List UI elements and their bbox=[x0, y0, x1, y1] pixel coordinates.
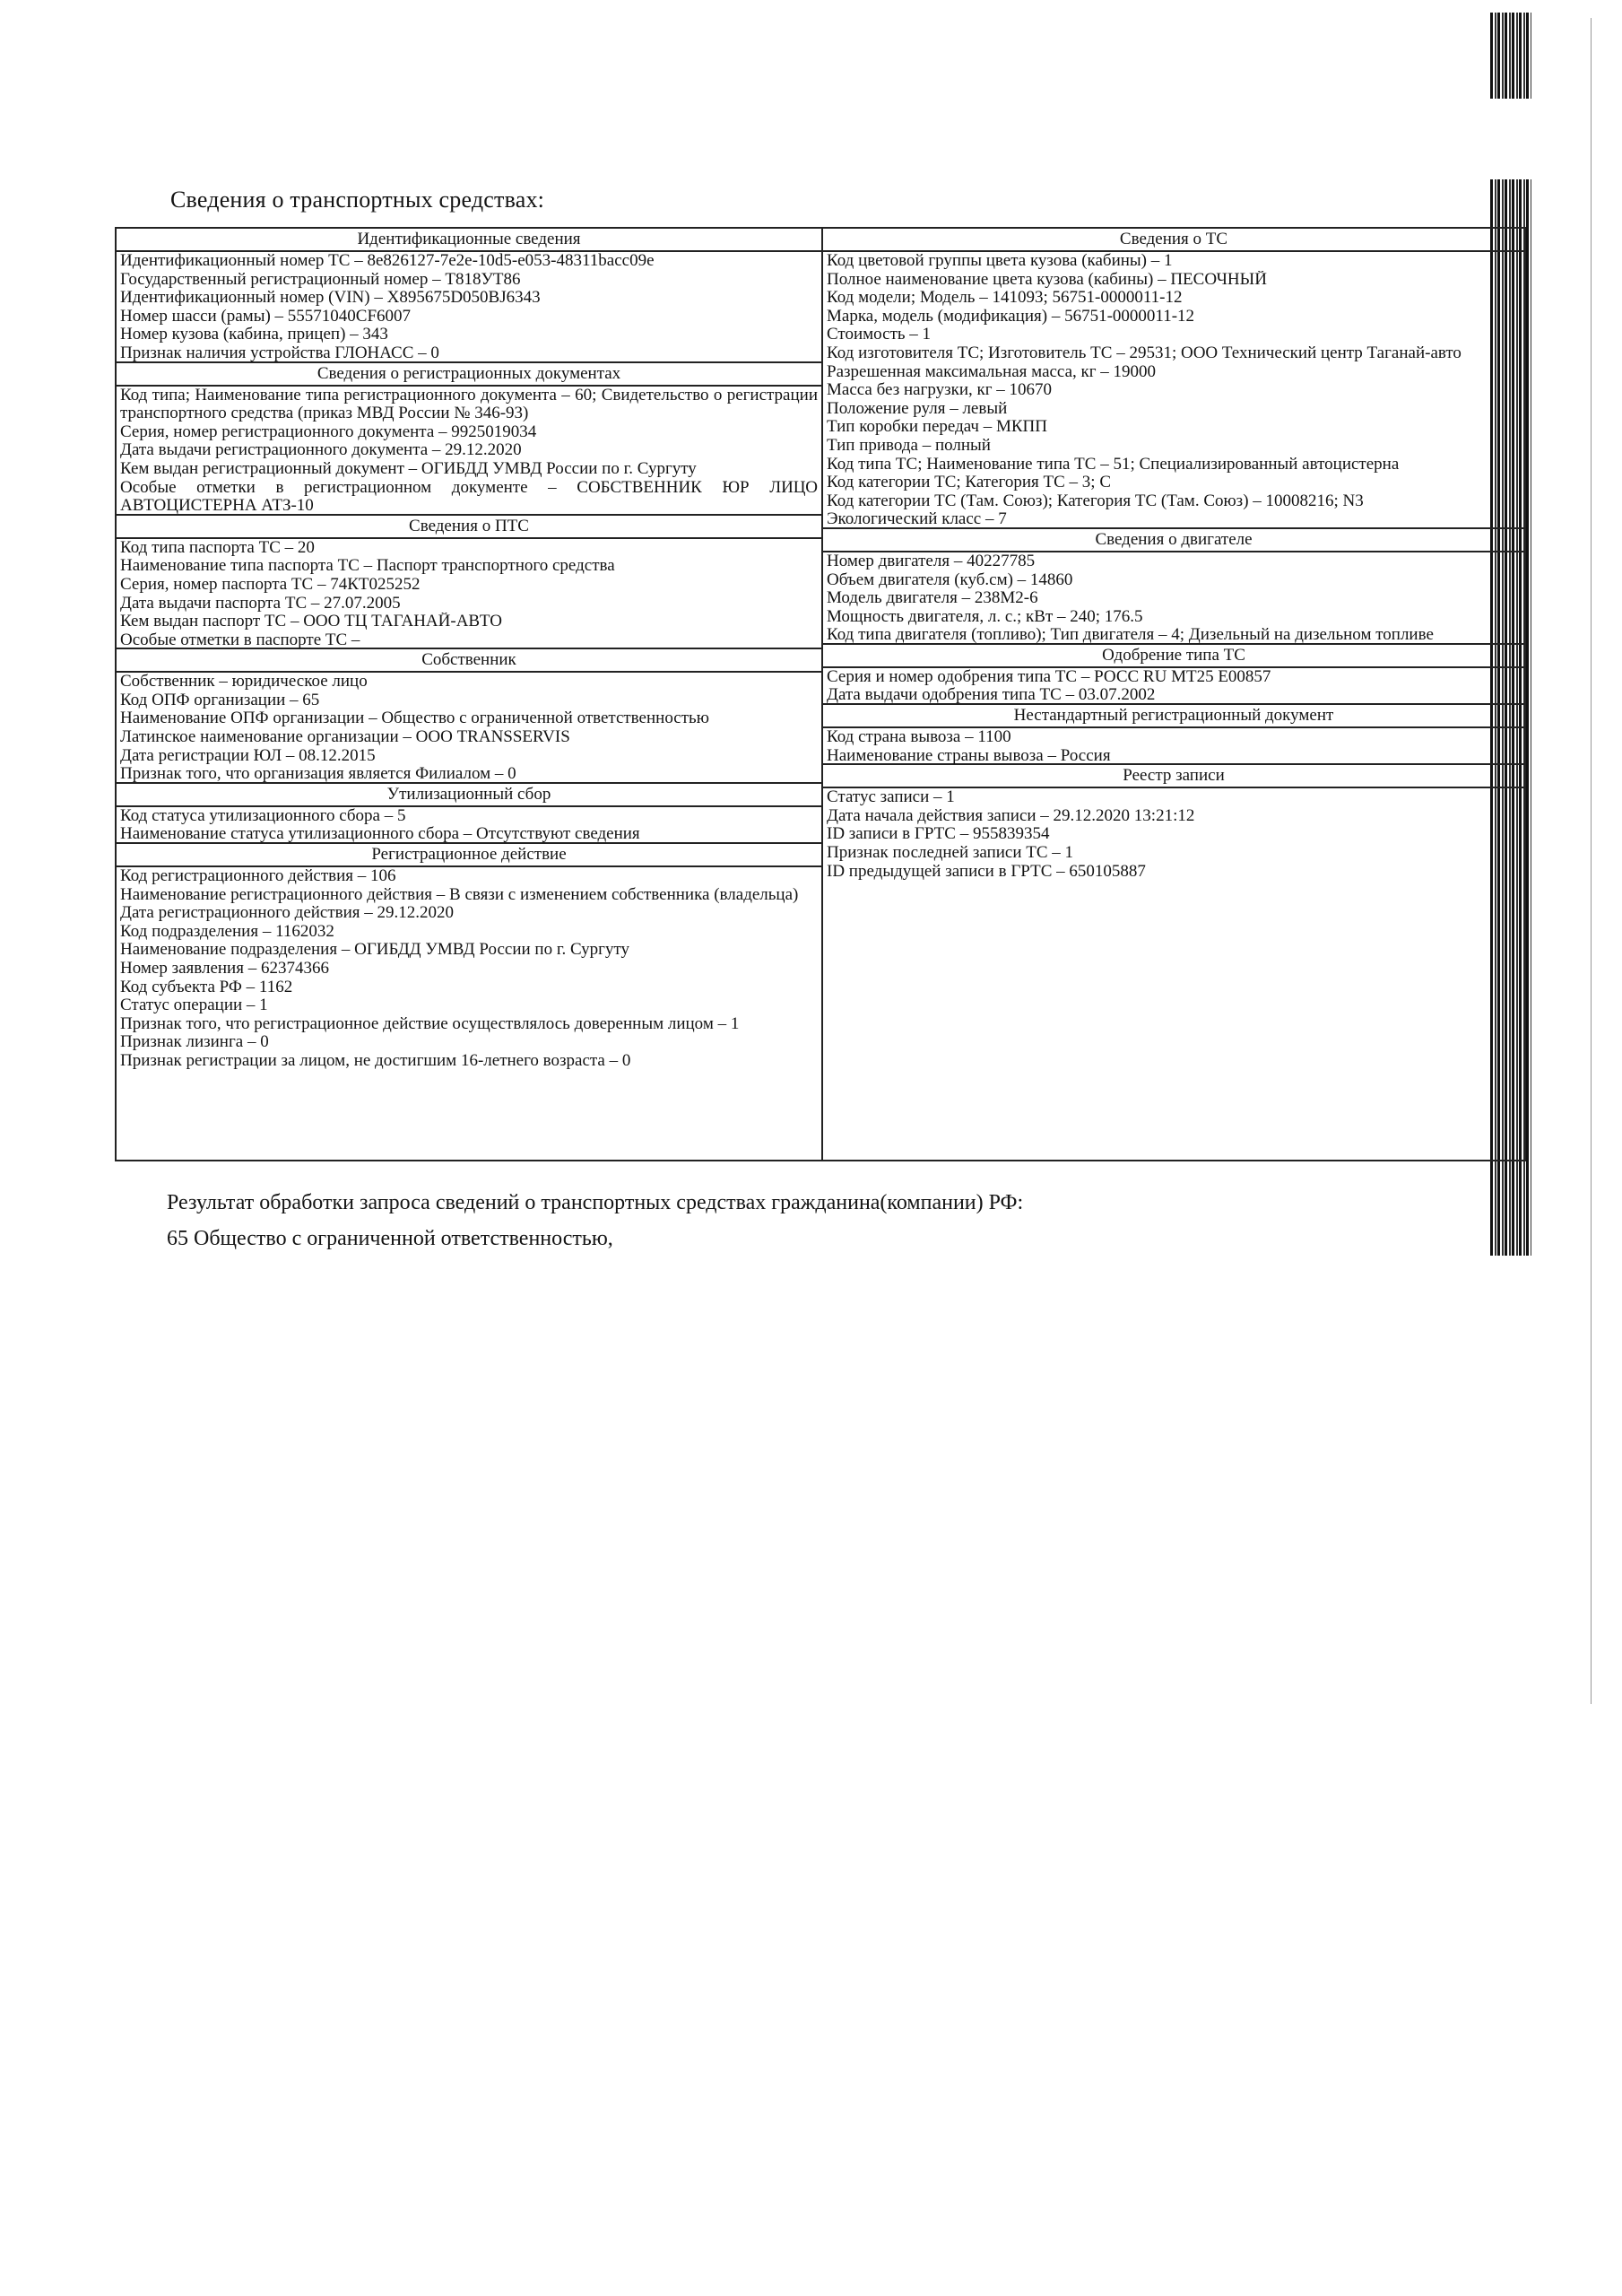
field-row: Код регистрационного действия – 106 bbox=[120, 867, 396, 886]
page-title: Сведения о транспортных средствах: bbox=[170, 187, 545, 213]
field-row: Признак лизинга – 0 bbox=[120, 1033, 269, 1052]
field-row: ID записи в ГРТС – 955839354 bbox=[827, 825, 1050, 844]
field-row: Дата регистрационного действия – 29.12.2020 bbox=[120, 904, 455, 923]
field-row: Особые отметки в регистрационном документе – СОБСТВЕННИК ЮР ЛИЦО АВТОЦИСТЕРНА АТЗ-10 bbox=[120, 478, 818, 516]
field-row: Масса без нагрузки, кг – 10670 bbox=[827, 381, 1053, 400]
field-row: Дата выдачи паспорта ТС – 27.07.2005 bbox=[120, 594, 401, 613]
vehicle-info-table bbox=[115, 227, 1526, 1161]
field-row: Собственник – юридическое лицо bbox=[120, 673, 368, 691]
field-row: Код подразделения – 1162032 bbox=[120, 922, 334, 941]
section-heading: Сведения о регистрационных документах bbox=[117, 361, 821, 387]
field-row: Признак последней записи ТС – 1 bbox=[827, 844, 1074, 863]
field-row: Дата выдачи одобрения типа ТС – 03.07.2002 bbox=[827, 686, 1156, 705]
right-column bbox=[823, 229, 1524, 1160]
section-rows bbox=[117, 539, 821, 650]
section-heading: Идентификационные сведения bbox=[117, 229, 821, 252]
field-row: Код типа двигателя (топливо); Тип двигателя – 4; Дизельный на дизельном топливе bbox=[827, 626, 1434, 645]
field-row: Серия, номер паспорта ТС – 74КТ025252 bbox=[120, 575, 421, 594]
field-row: Статус записи – 1 bbox=[827, 788, 955, 807]
section-rows bbox=[823, 668, 1524, 705]
section-rows bbox=[117, 387, 821, 516]
field-row: Номер шасси (рамы) – 55571040CF6007 bbox=[120, 307, 412, 326]
section-rows bbox=[823, 788, 1524, 881]
section-rows bbox=[823, 252, 1524, 529]
left-column bbox=[117, 229, 823, 1160]
field-row: Код категории ТС (Там. Союз); Категория ТС (Там. Союз) – 10008216; N3 bbox=[827, 491, 1364, 510]
field-row: Особые отметки в паспорте ТС – bbox=[120, 631, 360, 649]
field-row: Код типа ТС; Наименование типа ТС – 51; Специализированный автоцистерна bbox=[827, 455, 1400, 474]
field-row: Номер двигателя – 40227785 bbox=[827, 552, 1036, 570]
field-row: Марка, модель (модификация) – 56751-0000011-12 bbox=[827, 307, 1195, 326]
section-heading: Утилизационный сбор bbox=[117, 782, 821, 807]
field-row: Наименование типа паспорта ТС – Паспорт транспортного средства bbox=[120, 557, 615, 576]
section-heading: Сведения о ТС bbox=[823, 229, 1524, 252]
field-row: Наименование статуса утилизационного сбора – Отсутствуют сведения bbox=[120, 825, 640, 844]
field-row: Наименование регистрационного действия – В связи с изменением собственника (владельца) bbox=[120, 885, 799, 904]
section-rows bbox=[117, 673, 821, 784]
field-row: Признак того, что организация является Филиалом – 0 bbox=[120, 765, 516, 784]
field-row: Дата выдачи регистрационного документа – 29.12.2020 bbox=[120, 441, 522, 460]
scan-artifact-top bbox=[1490, 13, 1531, 99]
field-row: Код категории ТС; Категория ТС – 3; С bbox=[827, 474, 1111, 492]
footer-organization-line: 65 Общество с ограниченной ответственностью, bbox=[167, 1227, 613, 1250]
field-row: Код страна вывоза – 1100 bbox=[827, 728, 1011, 747]
field-row: Дата регистрации ЮЛ – 08.12.2015 bbox=[120, 746, 376, 765]
field-row: Номер заявления – 62374366 bbox=[120, 960, 329, 978]
section-heading: Нестандартный регистрационный документ bbox=[823, 703, 1524, 728]
field-row: Код изготовителя ТС; Изготовитель ТС – 29531; ООО Технический центр Таганай-авто bbox=[827, 344, 1462, 362]
field-row: Латинское наименование организации – ООО TRANSSERVIS bbox=[120, 728, 570, 747]
field-row: Кем выдан паспорт ТС – ООО ТЦ ТАГАНАЙ-АВТО bbox=[120, 613, 502, 631]
field-row: Номер кузова (кабина, прицеп) – 343 bbox=[120, 326, 388, 344]
field-row: Тип коробки передач – МКПП bbox=[827, 418, 1047, 437]
field-row: Положение руля – левый bbox=[827, 399, 1008, 418]
section-rows bbox=[117, 252, 821, 363]
field-row: Наименование подразделения – ОГИБДД УМВД России по г. Сургуту bbox=[120, 941, 630, 960]
field-row: Идентификационный номер (VIN) – X895675D050BJ6343 bbox=[120, 289, 541, 308]
section-heading: Регистрационное действие bbox=[117, 842, 821, 867]
field-row: Стоимость – 1 bbox=[827, 326, 932, 344]
field-row: Серия, номер регистрационного документа – 9925019034 bbox=[120, 422, 537, 441]
scan-edge-line bbox=[1591, 18, 1592, 1704]
field-row: Дата начала действия записи – 29.12.2020 13:21:12 bbox=[827, 806, 1195, 825]
section-heading: Реестр записи bbox=[823, 763, 1524, 788]
field-row: ID предыдущей записи в ГРТС – 650105887 bbox=[827, 862, 1146, 881]
section-rows bbox=[823, 552, 1524, 645]
field-row: Государственный регистрационный номер – Т818УТ86 bbox=[120, 270, 521, 289]
section-rows bbox=[823, 728, 1524, 765]
field-row: Признак регистрации за лицом, не достигшим 16-летнего возраста – 0 bbox=[120, 1051, 631, 1070]
section-heading: Одобрение типа ТС bbox=[823, 643, 1524, 668]
field-row: Наименование страны вывоза – Россия bbox=[827, 746, 1111, 765]
field-row: Код субъекта РФ – 1162 bbox=[120, 978, 293, 996]
section-rows bbox=[117, 807, 821, 844]
field-row: Модель двигателя – 238М2-6 bbox=[827, 589, 1038, 608]
section-heading: Сведения о двигателе bbox=[823, 527, 1524, 552]
field-row: Кем выдан регистрационный документ – ОГИБДД УМВД России по г. Сургуту bbox=[120, 459, 697, 478]
field-row: Экологический класс – 7 bbox=[827, 510, 1007, 529]
field-row: Тип привода – полный bbox=[827, 436, 991, 455]
section-rows bbox=[117, 867, 821, 1071]
field-row: Объем двигателя (куб.см) – 14860 bbox=[827, 570, 1073, 589]
field-row: Признак того, что регистрационное действие осуществлялось доверенным лицом – 1 bbox=[120, 1014, 740, 1033]
field-row: Серия и номер одобрения типа ТС – РОСС RU МТ25 Е00857 bbox=[827, 667, 1271, 686]
field-row: Идентификационный номер ТС – 8e826127-7e2e-10d5-e053-48311bacc09e bbox=[120, 252, 655, 270]
section-heading: Сведения о ПТС bbox=[117, 514, 821, 539]
field-row: Код модели; Модель – 141093; 56751-0000011-12 bbox=[827, 289, 1183, 308]
section-heading: Собственник bbox=[117, 648, 821, 673]
field-row: Код ОПФ организации – 65 bbox=[120, 691, 320, 709]
field-row: Код цветовой группы цвета кузова (кабины) – 1 bbox=[827, 252, 1173, 270]
field-row: Код статуса утилизационного сбора – 5 bbox=[120, 806, 406, 825]
field-row: Наименование ОПФ организации – Общество с ограниченной ответственностью bbox=[120, 709, 709, 728]
field-row: Мощность двигателя, л. с.; кВт – 240; 176.5 bbox=[827, 607, 1143, 626]
field-row: Полное наименование цвета кузова (кабины) – ПЕСОЧНЫЙ bbox=[827, 270, 1267, 289]
field-row: Код типа; Наименование типа регистрационного документа – 60; Свидетельство о регистрации транспортного средства (приказ МВД России № 346-93) bbox=[120, 386, 818, 423]
field-row: Признак наличия устройства ГЛОНАСС – 0 bbox=[120, 344, 439, 362]
field-row: Код типа паспорта ТС – 20 bbox=[120, 538, 315, 557]
field-row: Статус операции – 1 bbox=[120, 996, 268, 1015]
footer-result-line: Результат обработки запроса сведений о транспортных средствах гражданина(компании) РФ: bbox=[167, 1191, 1024, 1214]
field-row: Разрешенная максимальная масса, кг – 19000 bbox=[827, 362, 1157, 381]
